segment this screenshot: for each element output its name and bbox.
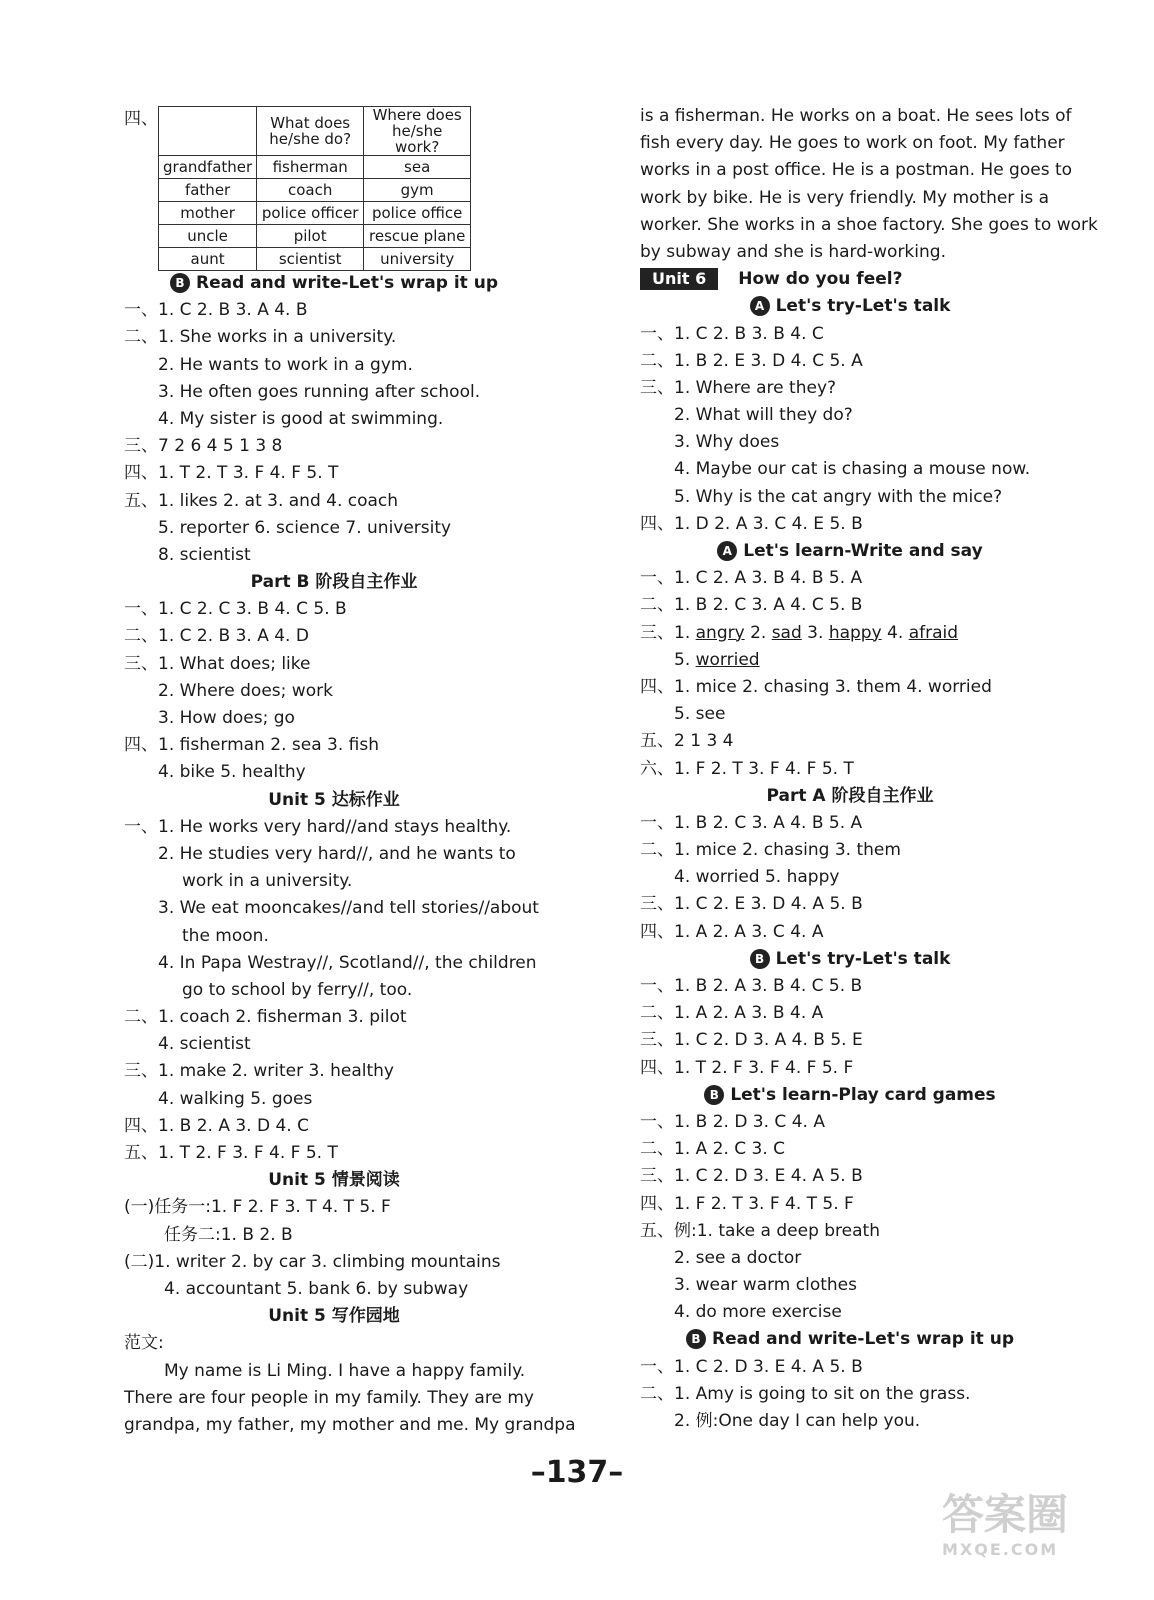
answer-line: 4. bike 5. healthy	[158, 762, 306, 783]
table-cell: sea	[364, 156, 471, 179]
answer-line: 3. He often goes running after school.	[158, 381, 481, 402]
answer-line: 二、1. coach 2. fisherman 3. pilot	[124, 1007, 407, 1028]
answer-line: 2. What will they do?	[674, 405, 853, 426]
essay-line: is a fisherman. He works on a boat. He sees lots of	[640, 106, 1072, 126]
answer-line: 一、1. C 2. D 3. E 4. A 5. B	[640, 1356, 863, 1377]
answer-line: (一)任务一:1. F 2. F 3. T 4. T 5. F	[124, 1197, 391, 1218]
answer-line: 五、2 1 3 4	[640, 731, 734, 752]
table-cell: pilot	[257, 225, 364, 248]
table-cell: scientist	[257, 248, 364, 271]
answer-line: 3. How does; go	[158, 708, 295, 728]
answer-line: 2. He studies very hard//, and he wants to	[158, 843, 516, 864]
page-number: –137–	[530, 1455, 624, 1490]
answer-line: 二、1. B 2. E 3. D 4. C 5. A	[640, 350, 863, 371]
answer-line: 二、1. Amy is going to sit on the grass.	[640, 1383, 971, 1404]
answer-line: 五、1. T 2. F 3. F 4. F 5. T	[124, 1143, 338, 1163]
answer-line: 一、1. B 2. C 3. A 4. B 5. A	[640, 812, 863, 833]
answer-line: 二、1. She works in a university.	[124, 327, 397, 348]
answer-line: work in a university.	[182, 871, 353, 892]
answer-line: 三、1. What does; like	[124, 653, 311, 674]
answer-line: 四、1. D 2. A 3. C 4. E 5. B	[640, 513, 863, 534]
answer-line: 5. see	[674, 704, 726, 725]
answer-line: 三、1. angry 2. sad 3. happy 4. afraid	[640, 622, 959, 643]
answer-line: 四、1. T 2. T 3. F 4. F 5. T	[124, 463, 339, 484]
answer-line: 5. reporter 6. science 7. university	[158, 517, 452, 538]
table-cell: rescue plane	[364, 225, 471, 248]
answer-line: 一、1. B 2. A 3. B 4. C 5. B	[640, 976, 863, 996]
answer-line: 二、1. A 2. A 3. B 4. A	[640, 1003, 824, 1024]
answer-line: 一、1. C 2. B 3. B 4. C	[640, 323, 824, 344]
answer-line: 四、1. B 2. A 3. D 4. C	[124, 1115, 309, 1136]
table-cell: father	[159, 179, 257, 202]
section-title: B Let's learn-Play card games	[640, 1082, 1060, 1109]
essay-line: grandpa, my father, my mother and me. My grandpa	[124, 1414, 576, 1435]
writing-label: 范文:	[124, 1333, 164, 1354]
table-cell: fisherman	[257, 156, 364, 179]
answer-line: 一、1. B 2. D 3. C 4. A	[640, 1111, 825, 1132]
table-cell: coach	[257, 179, 364, 202]
table-cell: gym	[364, 179, 471, 202]
section-badge: B	[704, 1085, 724, 1105]
answer-line: 二、1. B 2. C 3. A 4. C 5. B	[640, 595, 863, 616]
answer-line: 2. see a doctor	[674, 1247, 802, 1268]
answer-line: 三、1. make 2. writer 3. healthy	[124, 1061, 394, 1082]
answer-line: 四、1. A 2. A 3. C 4. A	[640, 921, 824, 942]
answer-line: 四、1. fisherman 2. sea 3. fish	[124, 735, 379, 756]
table-row	[159, 156, 471, 179]
answer-line: 二、1. mice 2. chasing 3. them	[640, 840, 901, 861]
answer-line: 任务二:1. B 2. B	[164, 1224, 293, 1245]
table-cell: police office	[364, 202, 471, 225]
answer-line: 六、1. F 2. T 3. F 4. F 5. T	[640, 758, 854, 779]
answer-line: 5. worried	[674, 649, 760, 670]
answer-line: 4. walking 5. goes	[158, 1088, 313, 1109]
watermark-logo: 答案圈 MXQE.COM	[942, 1490, 1069, 1559]
section-title: B Read and write-Let's wrap it up	[124, 270, 544, 297]
answer-line: 三、1. C 2. E 3. D 4. A 5. B	[640, 894, 863, 915]
table-row	[159, 248, 471, 271]
table-header: Where does he/she work?	[364, 107, 471, 156]
section-title: B Read and write-Let's wrap it up	[640, 1326, 1060, 1353]
section-title: Unit 5 写作园地	[268, 1306, 400, 1327]
table-header: What does he/she do?	[257, 107, 364, 156]
answer-line: go to school by ferry//, too.	[182, 979, 413, 1000]
answer-line: 一、1. C 2. A 3. B 4. B 5. A	[640, 568, 863, 589]
section-title: Part A 阶段自主作业	[766, 785, 934, 806]
answer-line: 四、1. F 2. T 3. F 4. T 5. F	[640, 1193, 854, 1214]
table-cell: university	[364, 248, 471, 271]
answer-line: 2. He wants to work in a gym.	[158, 354, 413, 375]
section-title: Unit 5 情景阅读	[268, 1170, 400, 1191]
answer-line: 2. Where does; work	[158, 680, 333, 701]
table-cell: mother	[159, 202, 257, 225]
essay-line: My name is Li Ming. I have a happy family.	[164, 1360, 526, 1381]
answer-line: 一、1. C 2. B 3. A 4. B	[124, 300, 308, 321]
answer-line: 三、1. Where are they?	[640, 377, 837, 398]
answer-line: 5. Why is the cat angry with the mice?	[674, 486, 1003, 507]
answer-line: 二、1. C 2. B 3. A 4. D	[124, 626, 309, 647]
section-title: A Let's try-Let's talk	[640, 293, 1060, 320]
answer-line: 4. scientist	[158, 1034, 251, 1055]
answer-line: 4. do more exercise	[674, 1302, 842, 1323]
right-column	[640, 103, 1098, 1435]
answer-line: 2. 例:One day I can help you.	[674, 1411, 921, 1431]
answer-line: 3. wear warm clothes	[674, 1275, 857, 1296]
table-cell: uncle	[159, 225, 257, 248]
left-column	[124, 270, 576, 1439]
essay-line: work by bike. He is very friendly. My mother is a	[640, 187, 1050, 208]
answer-line: 4. worried 5. happy	[674, 867, 840, 888]
answer-line: 一、1. C 2. C 3. B 4. C 5. B	[124, 599, 347, 620]
jobs-table	[158, 106, 471, 271]
unit-badge: Unit 6	[640, 268, 718, 290]
table-cell: police officer	[257, 202, 364, 225]
section-badge: A	[717, 541, 737, 561]
essay-line: fish every day. He goes to work on foot. My father	[640, 133, 1065, 154]
answer-line: 四、1. mice 2. chasing 3. them 4. worried	[640, 676, 992, 697]
section-title: Part B 阶段自主作业	[250, 572, 418, 593]
unit-title: How do you feel?	[738, 269, 903, 290]
table-cell: grandfather	[159, 156, 257, 179]
section-title: Unit 5 达标作业	[268, 789, 400, 810]
essay-line: by subway and she is hard-working.	[640, 241, 946, 262]
answer-line: 五、1. likes 2. at 3. and 4. coach	[124, 490, 399, 511]
table-row	[159, 202, 471, 225]
answer-line: 五、例:1. take a deep breath	[640, 1220, 880, 1241]
answer-line: 8. scientist	[158, 544, 251, 565]
answer-line: 3. We eat mooncakes//and tell stories//about	[158, 898, 539, 919]
table-row	[159, 225, 471, 248]
answer-line: 三、1. C 2. D 3. E 4. A 5. B	[640, 1166, 863, 1187]
answer-line: 4. accountant 5. bank 6. by subway	[164, 1278, 469, 1299]
answer-line: 一、1. He works very hard//and stays healthy.	[124, 816, 512, 837]
table-header	[159, 107, 257, 156]
answer-line: 4. Maybe our cat is chasing a mouse now.	[674, 459, 1031, 480]
answer-line: (二)1. writer 2. by car 3. climbing mountains	[124, 1251, 501, 1272]
answer-line: 4. My sister is good at swimming.	[158, 408, 444, 429]
essay-line: There are four people in my family. They are my	[124, 1387, 534, 1408]
answer-line: 四、1. T 2. F 3. F 4. F 5. F	[640, 1057, 854, 1078]
section-badge: A	[750, 296, 770, 316]
section-title: A Let's learn-Write and say	[640, 538, 1060, 565]
section-badge: B	[750, 949, 770, 969]
answer-line: 3. Why does	[674, 432, 780, 453]
answer-line: 三、1. C 2. D 3. A 4. B 5. E	[640, 1030, 863, 1051]
section-badge: B	[170, 273, 190, 293]
answer-line: 二、1. A 2. C 3. C	[640, 1139, 786, 1160]
section-title: B Let's try-Let's talk	[640, 946, 1060, 973]
table-row	[159, 179, 471, 202]
essay-line: worker. She works in a shoe factory. She goes to work	[640, 214, 1098, 235]
table-label: 四、	[124, 109, 158, 129]
answer-line: 三、7 2 6 4 5 1 3 8	[124, 436, 283, 457]
answer-line: 4. In Papa Westray//, Scotland//, the children	[158, 952, 537, 973]
answer-line: the moon.	[182, 925, 269, 946]
section-badge: B	[686, 1329, 706, 1349]
essay-line: works in a post office. He is a postman. He goes to	[640, 160, 1073, 181]
table-cell: aunt	[159, 248, 257, 271]
unit-heading	[640, 266, 1060, 293]
